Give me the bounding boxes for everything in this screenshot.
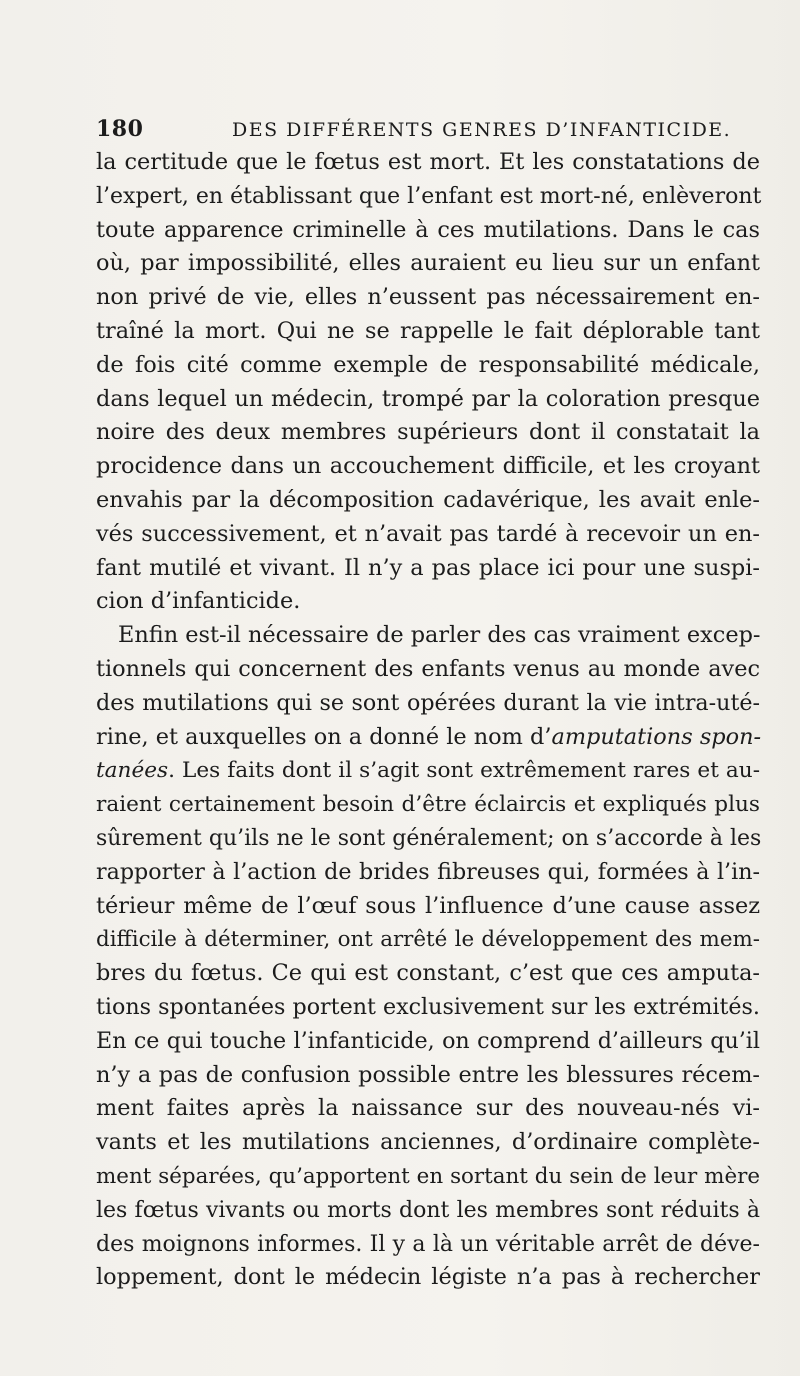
text-line: difficile à déterminer, ont arrêté le développement des mem- [96,927,760,953]
text-line: tionnels qui concernent des enfants venus au monde avec [96,655,760,682]
text-line: ment séparées, qu’apportent en sortant du sein de leur mère [96,1163,760,1189]
text-line: fant mutilé et vivant. Il n’y a pas place ici pour une suspi- [96,554,760,581]
text-line: vants et les mutilations anciennes, d’ordinaire complète- [96,1129,760,1156]
text-line: de fois cité comme exemple de responsabilité médicale, [96,351,760,378]
running-head: DES DIFFÉRENTS GENRES D’INFANTICIDE. [232,119,732,141]
text-line: cion d’infanticide. [96,588,301,615]
text-line: non privé de vie, elles n’eussent pas nécessairement en- [96,284,760,311]
text-line: tions spontanées portent exclusivement sur les extrémités. [96,993,760,1020]
text-line: térieur même de l’œuf sous l’influence d’une cause assez [96,892,760,919]
text-line: toute apparence criminelle à ces mutilations. Dans le cas [96,216,760,243]
text-line: ment faites après la naissance sur des nouveau-nés vi- [96,1095,760,1122]
text-line: traîné la mort. Qui ne se rappelle le fait déplorable tant [96,317,760,344]
text-fragment: . Les faits dont il s’agit sont extrêmement rares et au- [168,758,760,784]
text-line: n’y a pas de confusion possible entre les blessures récem- [96,1061,760,1088]
text-line: bres du fœtus. Ce qui est constant, c’est que ces amputa- [96,960,760,987]
text-line: noire des deux membres supérieurs dont il constatait la [96,419,760,446]
body-text [96,146,760,1295]
italic-term: amputations spon- [551,723,762,750]
text-line: procidence dans un accouchement difficile, et les croyant [96,453,760,480]
text-line: l’expert, en établissant que l’enfant est mort-né, enlèveront [96,183,762,209]
text-line: des moignons informes. Il y a là un véritable arrêt de déve- [96,1231,760,1257]
text-line: raient certainement besoin d’être éclaircis et expliqués plus [96,792,760,818]
text-line: la certitude que le fœtus est mort. Et les constatations de [96,149,760,175]
text-line: des mutilations qui se sont opérées durant la vie intra-uté- [96,689,760,716]
text-line: où, par impossibilité, elles auraient eu lieu sur un enfant [96,250,760,277]
text-line: envahis par la décomposition cadavérique, les avait enle- [96,486,760,513]
text-line: vés successivement, et n’avait pas tardé à recevoir un en- [96,520,760,547]
text-line: En ce qui touche l’infanticide, on comprend d’ailleurs qu’il [96,1027,760,1054]
text-line: rapporter à l’action de brides fibreuses qui, formées à l’in- [96,858,760,885]
text-line: sûrement qu’ils ne le sont généralement; on s’accorde à les [96,825,762,851]
page-header [96,116,760,144]
text-line [96,754,760,788]
paragraph-start-line: Enfin est-il nécessaire de parler des cas vraiment excep- [118,622,761,649]
text-line: dans lequel un médecin, trompé par la coloration presque [96,385,760,412]
italic-term: tanées [96,758,169,784]
text-line [96,721,760,755]
text-line: loppement, dont le médecin légiste n’a pas à rechercher [96,1264,760,1291]
text-fragment: rine, et auxquelles on a donné le nom d’ [96,723,552,750]
text-line: les fœtus vivants ou morts dont les membres sont réduits à [96,1197,760,1223]
page-number: 180 [96,116,144,142]
